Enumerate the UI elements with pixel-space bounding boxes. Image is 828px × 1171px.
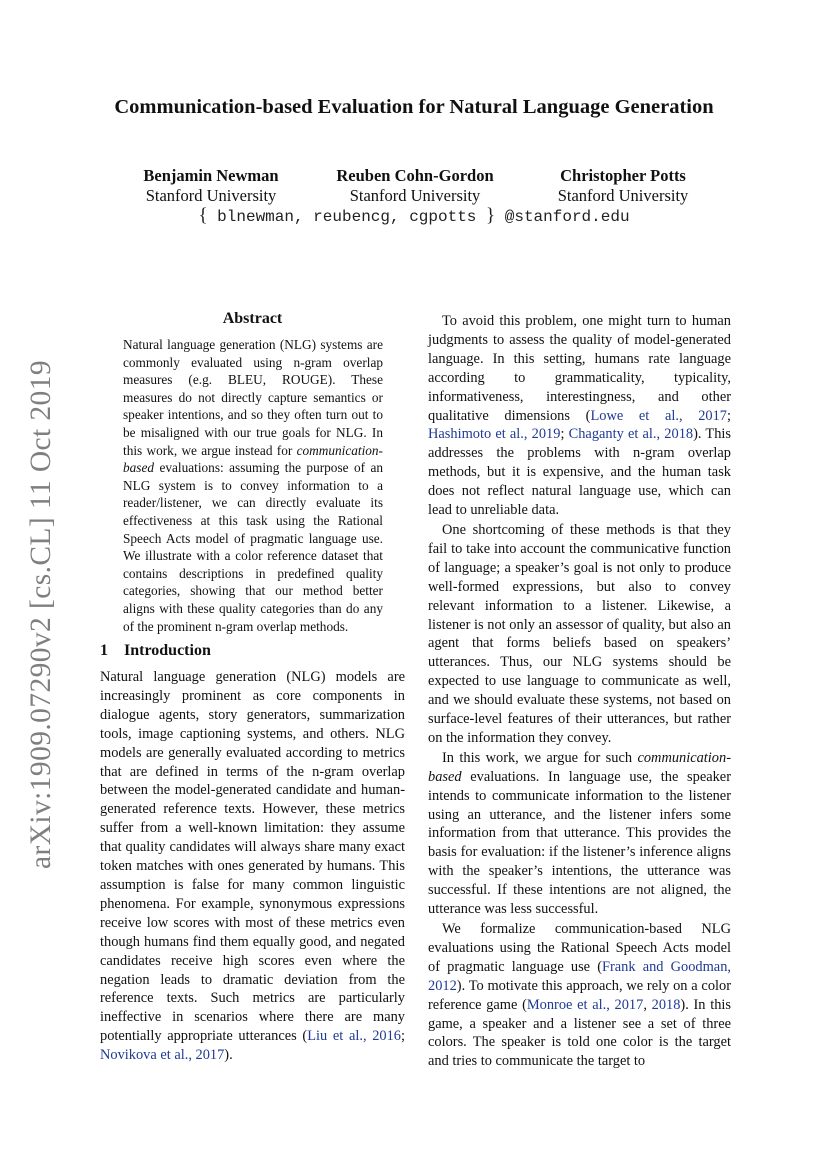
email-brace-open: { — [198, 205, 208, 226]
citation-link[interactable]: Hashimoto et al., 2019 — [428, 426, 561, 443]
paragraph-text: In this work, we argue for such — [442, 749, 638, 766]
citation-separator: , — [643, 996, 652, 1013]
abstract-text: evaluations: assuming the purpose of an NLG system is to convey information to a reader/listener, we can directly evaluate its effectiveness at this task using the Rational Speech Acts model of pragmatic language use. We illustrate with a color reference dataset that contains descriptions in predefined quality categories, showing that our method better aligns with these quality categories than do any of the prominent n-gram overlap methods. — [123, 460, 383, 634]
intro-paragraph — [100, 668, 405, 1065]
citation-link[interactable]: Monroe et al., 2017 — [526, 996, 644, 1013]
paragraph-text: ). This addresses the problems with n-gram overlap methods, but it is expensive, and the human task does not reflect natural language use, which can lead to unreliable data. — [428, 426, 731, 519]
paragraph — [428, 521, 731, 748]
author-name: Christopher Potts — [560, 166, 686, 185]
email-brace-close: } — [486, 205, 496, 226]
author-name: Reuben Cohn-Gordon — [336, 166, 494, 185]
paper-title: Communication-based Evaluation for Natural Language Generation — [114, 96, 714, 118]
author-block — [548, 166, 698, 206]
citation-separator: ; — [560, 426, 569, 443]
abstract-text: Natural language generation (NLG) systems are commonly evaluated using n-gram overlap measures (e.g. BLEU, ROUGE). These measures do not directly capture semantics or speaker intentions, and so they often turn out to be misaligned with our true goals for NLG. In this work, we argue instead for — [123, 337, 383, 458]
author-affiliation: Stanford University — [349, 186, 481, 205]
author-emails — [0, 205, 828, 227]
citation-link[interactable]: Liu et al., 2016 — [307, 1028, 402, 1045]
paragraph-text: evaluations. In language use, the speaker intends to communicate information to the listener using an utterance, and the listener infers some information from that utterance. This provides the basis for evaluation: if the listener’s inference aligns with the speaker’s intentions, the utterance was successful. If these intentions are not aligned, the utterance was less successful. — [428, 768, 731, 918]
arxiv-identifier: arXiv:1909.07290v2 [cs.CL] 11 Oct 2019 — [25, 360, 57, 869]
author-name: Benjamin Newman — [143, 166, 279, 185]
right-column — [428, 312, 731, 1072]
paragraph — [428, 920, 731, 1071]
email-users: blnewman, reubencg, cgpotts — [207, 208, 487, 226]
paragraph-text: To avoid this problem, one might turn to human judgments to assess the quality of model-generated language. In this setting, humans rate language according to grammaticality, typicality, informativeness, interestingness, and other qualitative dimensions ( — [428, 313, 731, 424]
citation-link[interactable]: 2018 — [651, 996, 681, 1013]
email-domain: @stanford.edu — [495, 208, 630, 226]
citation-link[interactable]: Frank and Goodman, 2012 — [428, 958, 731, 994]
section-title: Introduction — [124, 642, 211, 659]
author-block — [330, 166, 500, 206]
citation-link[interactable]: Chaganty et al., 2018 — [568, 426, 694, 443]
intro-text-end: ). — [224, 1047, 233, 1064]
section-number: 1 — [100, 642, 108, 659]
abstract-emphasis: communication-based — [123, 442, 383, 476]
paragraph — [428, 312, 731, 520]
author-affiliation: Stanford University — [145, 186, 277, 205]
paragraph-text: One shortcoming of these methods is that they fail to take into account the communicative function of language; a speaker’s goal is not only to produce well-formed expressions, but also to convey relevant information to a listener. Likewise, a listener is not only an assessor of quality, but also an agent that forms beliefs based on speakers’ utterances. Thus, our NLG systems should be expected to use language to communicate as well, and we should evaluate these systems, not based on surface-level features of their utterances, but rather on the information they convey. — [428, 521, 731, 746]
citation-link[interactable]: Novikova et al., 2017 — [100, 1047, 225, 1064]
section-heading — [100, 642, 211, 660]
paragraph-text: ). In this game, a speaker and a listener see a set of three colors. The speaker is told one color is the target and tries to communicate the target to — [428, 996, 731, 1070]
citation-separator: ; — [727, 407, 731, 424]
paragraph-text: We formalize communication-based NLG evaluations using the Rational Speech Acts model of pragmatic language use ( — [428, 921, 731, 975]
author-affiliation: Stanford University — [557, 186, 689, 205]
paragraph-emphasis: communication-based — [428, 749, 731, 785]
paragraph — [428, 749, 731, 919]
abstract-heading: Abstract — [222, 310, 283, 327]
abstract-body — [123, 336, 383, 635]
author-block — [136, 166, 286, 206]
citation-link[interactable]: Lowe et al., 2017 — [590, 407, 727, 424]
paragraph-text: ). To motivate this approach, we rely on a color reference game ( — [428, 977, 731, 1013]
intro-text: Natural language generation (NLG) models are increasingly prominent as core components in dialogue agents, story generators, summarization tools, image captioning systems, and others. NLG models are generally evaluated according to metrics that are defined in terms of the n-gram overlap between the model-generated candidate and human-generated reference texts. However, these metrics suffer from a well-known limitation: they assume that quality candidates will always share many exact token matches with ones generated by humans. This assumption is false for many common linguistic phenomena. For example, synonymous expressions receive low scores with most of these metrics even though humans find them equally good, and negated candidates receive high scores even where the negation leads to dramatic deviation from the reference texts. Such metrics are particularly ineffective in scenarios where there are many potentially appropriate utterances ( — [100, 669, 405, 1045]
citation-separator: ; — [401, 1028, 406, 1045]
